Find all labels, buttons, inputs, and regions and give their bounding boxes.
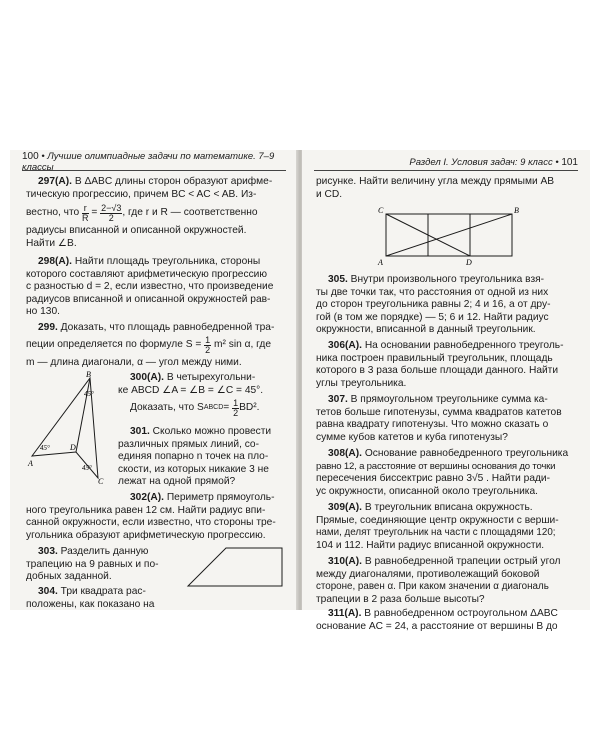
problem-number: 310(А). bbox=[328, 556, 362, 567]
problem-text: BD². bbox=[239, 401, 260, 413]
problem-305 bbox=[316, 274, 578, 337]
label-A: A bbox=[28, 459, 33, 468]
label-C: C bbox=[378, 206, 384, 215]
problem-303 bbox=[26, 546, 176, 584]
label-D: D bbox=[70, 443, 76, 452]
left-page bbox=[10, 150, 298, 610]
problem-text: лежат на одной прямой? bbox=[118, 476, 236, 488]
problem-text: угольника образуют арифметическую прогрессию. bbox=[26, 529, 266, 541]
fraction: $\frac{r}{R}$ bbox=[82, 202, 89, 223]
problem-text: В прямоугольном треугольнике сумма ка- bbox=[350, 394, 548, 405]
problem-text: Внутри произвольного треугольника взя- bbox=[350, 274, 545, 285]
problem-text: Найти площадь треугольника, стороны bbox=[74, 256, 261, 267]
problem-text: m — длина диагонали, α — угол между ними. bbox=[26, 356, 242, 368]
problem-text: = bbox=[223, 401, 230, 413]
right-page-number: 101 bbox=[561, 156, 578, 168]
problem-302 bbox=[26, 492, 286, 542]
fraction: $\frac{2-√3}{2}$ bbox=[101, 202, 122, 223]
problem-text: и CD. bbox=[316, 188, 343, 200]
problem-text: скости, из которых никакие 3 не bbox=[118, 463, 269, 475]
problem-text: ты две точки так, что расстояния от одной из них bbox=[316, 286, 549, 298]
problem-text: различных прямых линий, со- bbox=[118, 438, 259, 450]
label-C: C bbox=[98, 477, 104, 486]
problem-308 bbox=[316, 448, 578, 498]
problem-text: В равнобедренном остроугольном ΔABC bbox=[364, 608, 558, 619]
problem-text: ус окружности, описанной около треугольника. bbox=[316, 485, 538, 497]
problem-301 bbox=[118, 426, 286, 489]
problem-text: В четырехугольни- bbox=[166, 372, 256, 383]
problem-311 bbox=[316, 608, 578, 633]
label-B: B bbox=[514, 206, 519, 215]
problem-text: которого в 3 раза больше площади данного. Найти bbox=[316, 365, 559, 377]
label-A: A bbox=[378, 258, 383, 267]
problem-text: ке ABCD ∠A = ∠B = ∠C = 45°. bbox=[118, 384, 264, 396]
problem-number: 308(А). bbox=[328, 448, 362, 459]
problem-307 bbox=[316, 394, 578, 444]
problem-text: рисунке. Найти величину угла между прямыми AB bbox=[316, 176, 555, 187]
problem-number: 307. bbox=[328, 394, 348, 405]
problem-number: 299. bbox=[38, 322, 58, 333]
problem-number: 297(А). bbox=[38, 176, 72, 187]
problem-text: до сторон треугольника равны 2; 4 и 16, а от дру- bbox=[316, 299, 551, 311]
problem-text: между диагоналями, противолежащий боковой bbox=[316, 568, 540, 580]
subscript: ABCD bbox=[203, 403, 224, 411]
problem-number: 298(А). bbox=[38, 256, 72, 267]
problem-number: 311(А). bbox=[328, 608, 362, 619]
open-book bbox=[10, 150, 590, 632]
problem-text: вестно, что bbox=[26, 206, 80, 218]
problem-text: стороне, равен α. При каком значении α диагональ bbox=[316, 581, 549, 593]
problem-text: Найти ∠B. bbox=[26, 237, 77, 249]
problem-298 bbox=[26, 256, 286, 319]
problem-text: окружности, вписанной в данный треугольник. bbox=[316, 324, 536, 336]
fraction: $\frac{1}{2}$ bbox=[205, 335, 211, 356]
trapezoid-figure bbox=[186, 546, 286, 588]
problem-text: В равнобедренной трапеции острый угол bbox=[364, 556, 561, 567]
problem-text: углы треугольника. bbox=[316, 377, 407, 389]
problem-300 bbox=[118, 372, 286, 419]
problem-304-continued bbox=[316, 176, 578, 201]
label-D: D bbox=[466, 258, 472, 267]
right-running-title: Раздел I. Условия задач: 9 класс • bbox=[409, 156, 559, 168]
problem-text: тическую прогрессию, причем BC < AC < AB. Из- bbox=[26, 188, 257, 200]
problem-number: 302(А). bbox=[130, 492, 164, 503]
problem-text: Сколько можно провести bbox=[152, 426, 272, 437]
problem-number: 304. bbox=[38, 586, 58, 597]
problem-text: Основание равнобедренного треугольника bbox=[364, 448, 569, 459]
problem-text: равна квадрату гипотенузы. Что можно сказать о bbox=[316, 419, 549, 431]
problem-text: положены, как показано на bbox=[26, 598, 155, 610]
problem-number: 309(А). bbox=[328, 502, 362, 513]
problem-text: Разделить данную bbox=[60, 546, 149, 557]
right-running-head bbox=[314, 154, 578, 171]
angle-label: 45° bbox=[40, 444, 50, 452]
problem-text: с разностью d = 2, если известно, что произведение bbox=[26, 281, 274, 293]
problem-text: равно 12, а расстояние от вершины основания до точки bbox=[316, 460, 556, 472]
problem-number: 306(А). bbox=[328, 340, 362, 351]
problem-304 bbox=[26, 586, 286, 611]
problem-text: На основании равнобедренного треуголь- bbox=[364, 340, 564, 351]
problem-306 bbox=[316, 340, 578, 390]
problem-text: сумме кубов катетов и куба гипотенузы? bbox=[316, 431, 508, 443]
problem-text: Доказать, что S bbox=[130, 401, 204, 413]
problem-text: m² sin α, где bbox=[214, 339, 271, 351]
problem-text: гой (в том же порядке) — 5; 6 и 12. Найти радиус bbox=[316, 311, 549, 323]
problem-text: 104 и 112. Найти радиус вписанной окружности. bbox=[316, 539, 545, 551]
problem-310 bbox=[316, 556, 578, 606]
left-page-number: 100 bbox=[22, 151, 39, 162]
quadrilateral-figure bbox=[28, 372, 114, 484]
problem-text: , где r и R — соответственно bbox=[122, 206, 258, 218]
right-page bbox=[302, 150, 590, 632]
left-running-title: • Лучшие олимпиадные задачи по математике. 7–9 классы bbox=[22, 151, 275, 173]
problem-number: 303. bbox=[38, 546, 58, 557]
three-squares-figure bbox=[376, 206, 526, 266]
problem-text: основание AC = 24, а расстояние от вершины B до bbox=[316, 620, 558, 632]
problem-299 bbox=[26, 322, 286, 369]
label-B: B bbox=[86, 370, 91, 379]
angle-label: 45° bbox=[82, 464, 92, 472]
problem-text: ника построен правильный треугольник, площадь bbox=[316, 352, 553, 364]
problem-text: Три квадрата рас- bbox=[60, 586, 146, 597]
problem-297: 297(А). В ΔABC длины сторон образуют арифме- тическую прогрессию, причем BC < AC < AB. Из- вестно, что $\frac{r}{R}$ = $\frac{2-√3}{2}$ , где r и R — соответственно радиусы вписанной и описанной окружностей. Найти ∠B. bbox=[26, 176, 286, 250]
problem-text: которого составляют арифметическую прогрессию bbox=[26, 268, 267, 280]
problem-text: но 130. bbox=[26, 306, 60, 318]
problem-text: Периметр прямоуголь- bbox=[166, 492, 275, 503]
problem-text: трапеции в 2 раза больше высоты? bbox=[316, 593, 485, 605]
problem-number: 301. bbox=[130, 426, 150, 437]
problem-text: санной окружности, если известно, что стороны тре- bbox=[26, 517, 276, 529]
fraction: $\frac{1}{2}$ bbox=[233, 397, 239, 418]
problem-number: 305. bbox=[328, 274, 348, 285]
left-running-head bbox=[22, 151, 286, 173]
problem-text: нами, делят треугольник на части с площадями 120; bbox=[316, 527, 556, 539]
problem-309 bbox=[316, 502, 578, 552]
problem-text: пеции определяется по формуле S = bbox=[26, 339, 202, 351]
problem-text: единяя попарно n точек на пло- bbox=[118, 451, 269, 463]
problem-text: тетов больше гипотенузы, сумма квадратов катетов bbox=[316, 406, 562, 418]
problem-text: В треугольник вписана окружность. bbox=[364, 502, 533, 513]
problem-text: радиусы вписанной и описанной окружностей. bbox=[26, 225, 247, 237]
problem-number: 300(А). bbox=[130, 372, 164, 383]
problem-text: Доказать, что площадь равнобедренной тра- bbox=[60, 322, 275, 333]
problem-text: Прямые, соединяющие центр окружности с верши- bbox=[316, 514, 559, 526]
problem-text: пересечения биссектрис равно 3√5 . Найти ради- bbox=[316, 473, 551, 485]
problem-text: радиусов вписанной и описанной окружностей рав- bbox=[26, 293, 271, 305]
angle-label: 45° bbox=[84, 390, 94, 398]
problem-text: трапецию на 9 равных и по- bbox=[26, 558, 159, 570]
problem-text: В ΔABC длины сторон образуют арифме- bbox=[74, 176, 273, 187]
problem-text: ного треугольника равен 12 см. Найти радиус впи- bbox=[26, 504, 266, 516]
problem-text: добных заданной. bbox=[26, 571, 112, 583]
